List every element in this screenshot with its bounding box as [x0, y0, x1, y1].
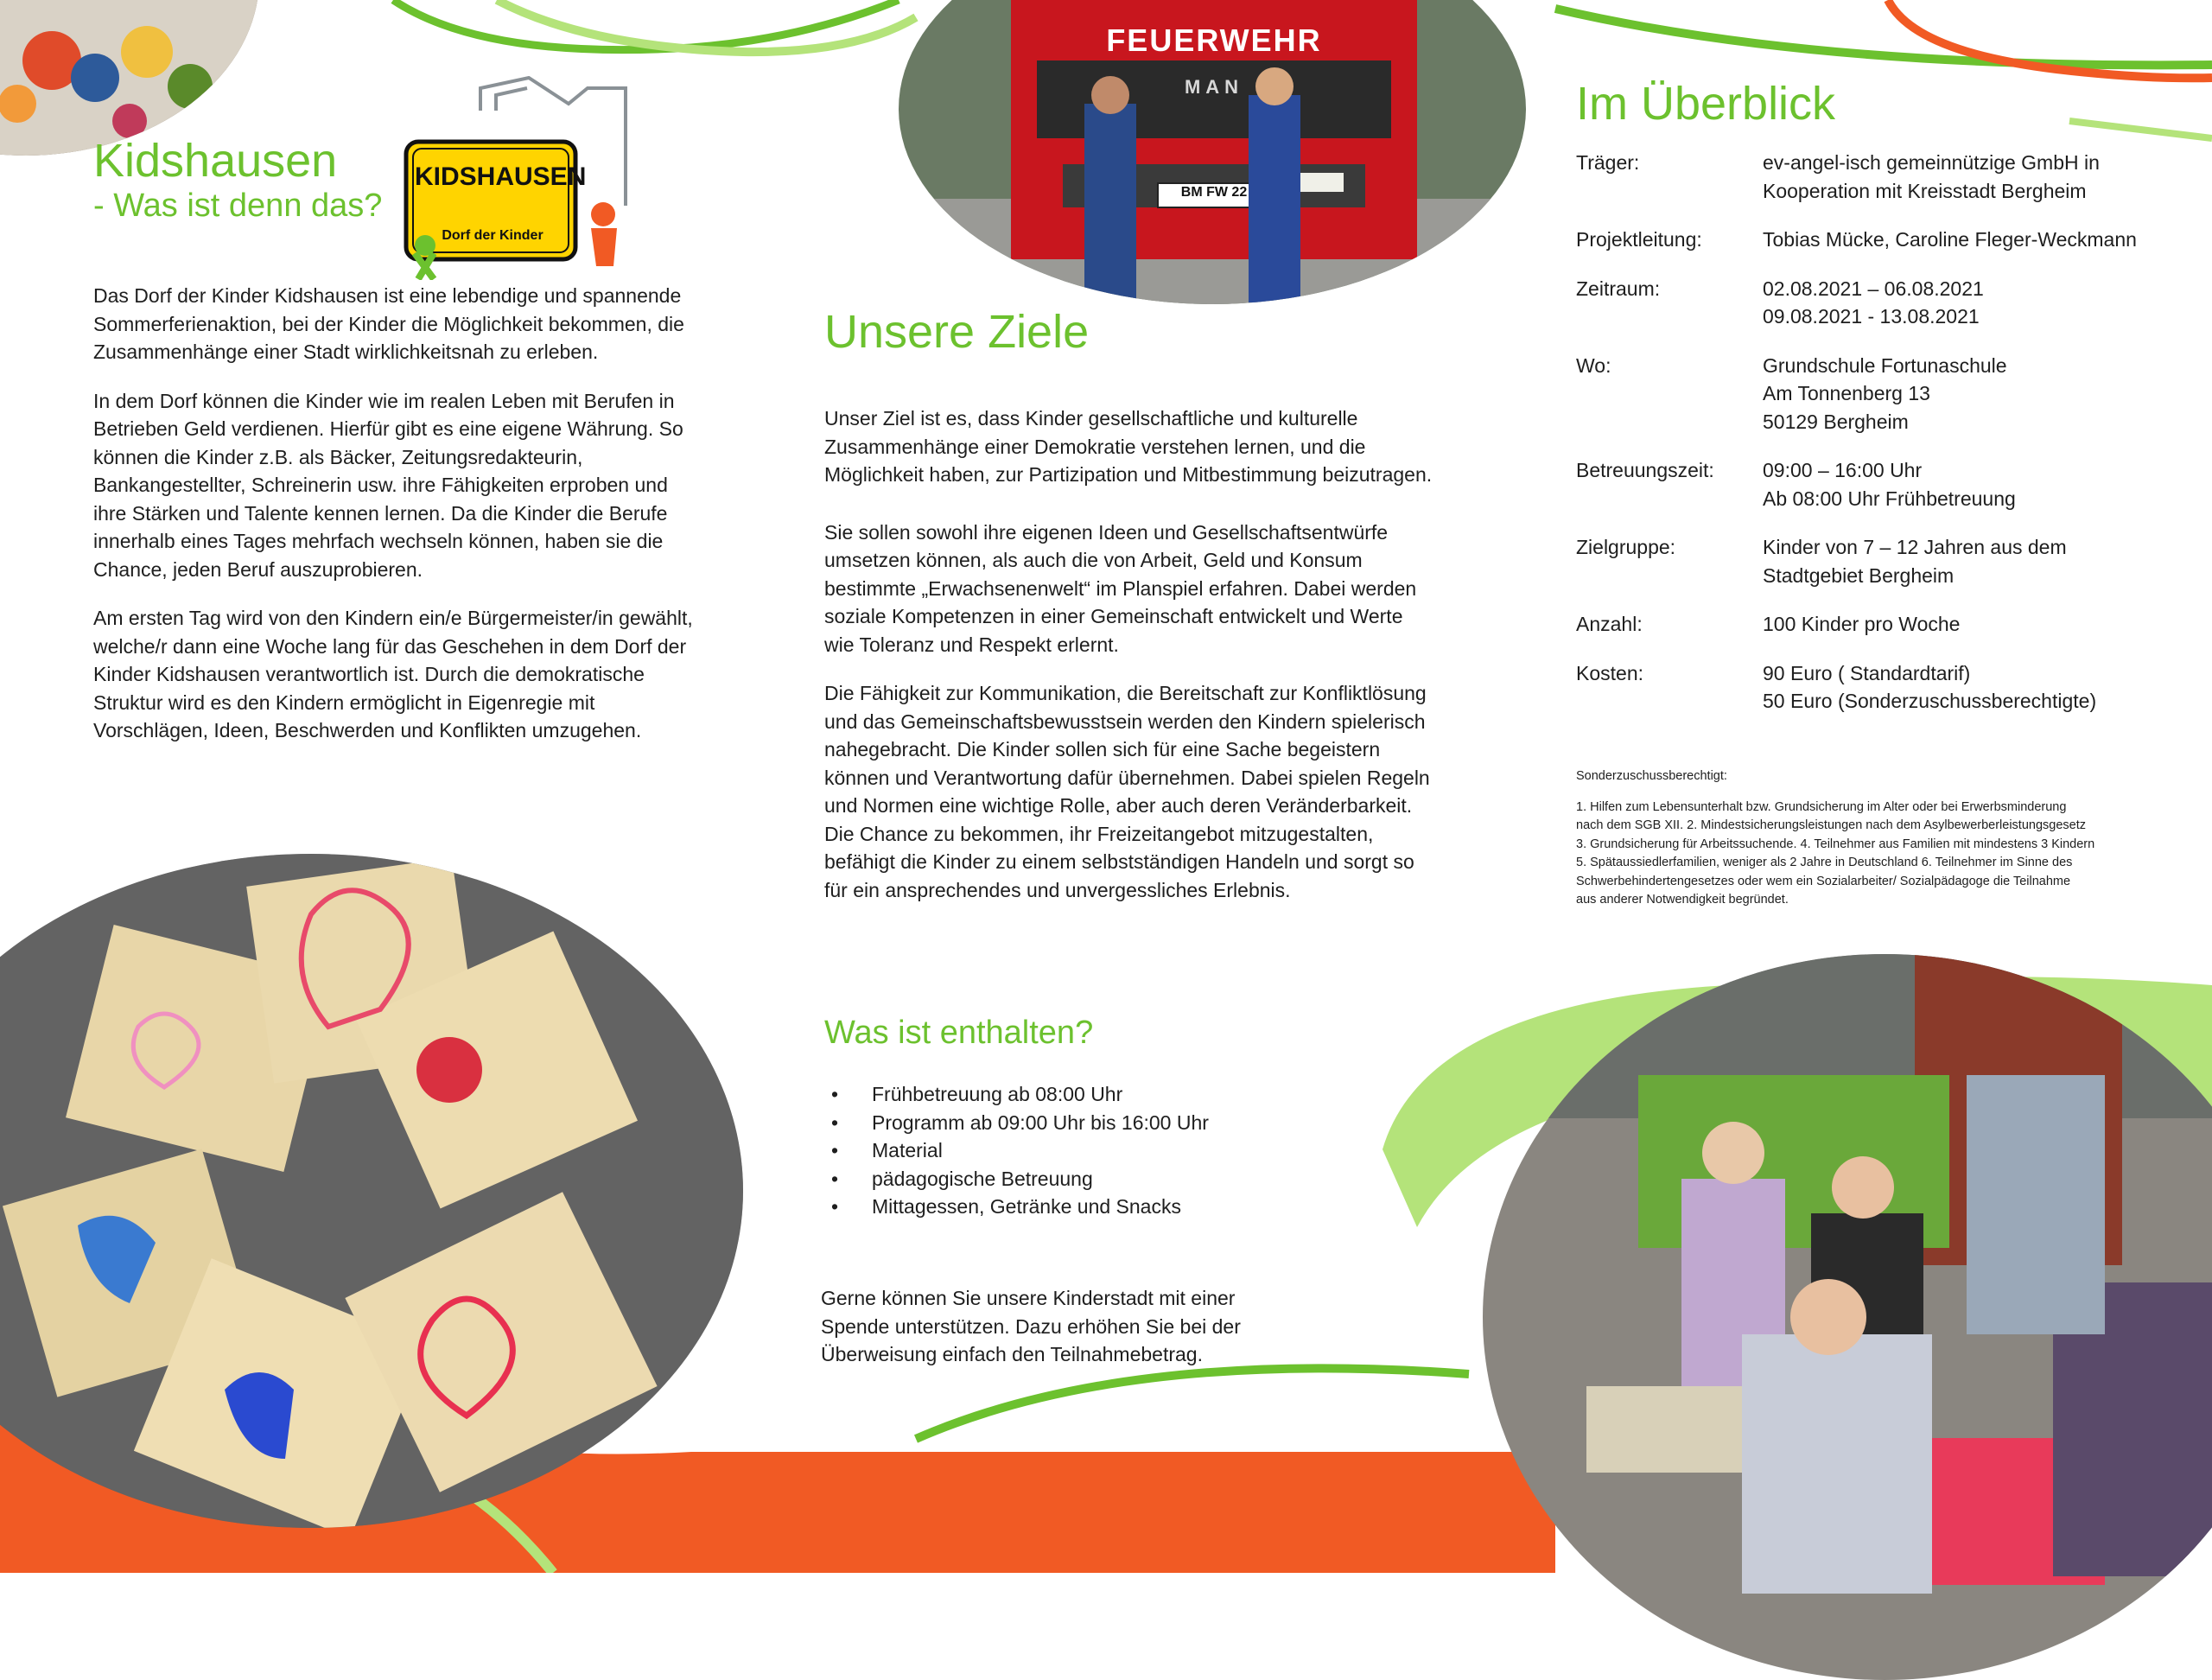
overview-row-traeger — [1576, 149, 2181, 205]
ziele-paragraph-2: Sie sollen sowohl ihre eigenen Ideen und Gesellschaftsentwürfe umsetzen können, als auch die von Arbeit, Geld und Konsum bestimmte „Erwachsenenwelt“ im Planspiel erfahren. Dabei werden soziale Kompetenzen in einer Gemeinschaft entwickelt und Werte wie Toleranz und Respekt erlernt. — [824, 520, 1417, 656]
row-value: Tobias Mücke, Caroline Fleger-Weckmann — [1763, 228, 2137, 251]
footnote — [1576, 767, 2181, 910]
overview-row-anzahl — [1576, 610, 2181, 639]
footnote-line: Schwerbehindertengesetzes oder wem ein Sozialarbeiter/ Sozialpädagoge die Teilnahme — [1576, 874, 2071, 888]
row-value: 02.08.2021 – 06.08.2021 09.08.2021 - 13.08.2021 — [1763, 277, 1984, 328]
kidshausen-logo — [399, 76, 641, 280]
row-label: Wo: — [1576, 353, 1611, 377]
row-value: 90 Euro ( Standardtarif) 50 Euro (Sonderzuschussberechtigte) — [1763, 661, 2097, 712]
row-value: ev-angel-isch gemeinnützige GmbH in Kooperation mit Kreisstadt Bergheim — [1763, 151, 2100, 202]
row-label: Anzahl: — [1576, 613, 1643, 635]
overview-title: Im Überblick — [1576, 78, 1836, 130]
footnote-line: aus anderer Notwendigkeit begründet. — [1576, 893, 1789, 907]
ziele-text — [824, 404, 1434, 904]
truck-sign: FEUERWEHR — [1106, 22, 1322, 58]
overview-row-wo — [1576, 352, 2181, 436]
list-item: • pädagogische Betreuung — [824, 1165, 1429, 1193]
ziele-paragraph-3: Die Fähigkeit zur Kommunikation, die Bereitschaft zur Konfliktlösung und das Gemeinschaftsbewusstsein werden den Kindern spielerisch nahegebracht. Die Kinder sollen sich für eine Sache begeistern können und Verantwortung dafür übernehmen. Dabei spielen Regeln und Normen eine wichtige Rolle, aber auch deren Veränderbarkeit. Die Chance zu bekommen, ihr Freizeitangebot mitzugestalten, befähigt die Kinder zu einem selbstständigen Handeln und sorgt so für ein ansprechendes und unvergessliches Erlebnis. — [824, 682, 1430, 901]
footnote-title: Sonderzuschussberechtigt: — [1576, 769, 1727, 783]
row-label: Betreuungszeit: — [1576, 459, 1714, 481]
list-item: • Material — [824, 1136, 1429, 1165]
truck-plate: BM FW 22 — [1180, 185, 1248, 200]
overview-row-kosten — [1576, 659, 2181, 716]
intro-subtitle: - Was ist denn das? — [93, 188, 383, 224]
row-label: Träger: — [1576, 151, 1640, 174]
row-label: Kosten: — [1576, 661, 1643, 684]
footnote-line: 3. Grundsicherung für Arbeitssuchende. 4. Teilnehmer aus Familien mit mindestens 3 Kindern — [1576, 837, 2095, 851]
overview-row-zielgruppe — [1576, 533, 2181, 589]
overview-row-betreuungszeit — [1576, 456, 2181, 512]
row-value: 09:00 – 16:00 Uhr Ab 08:00 Uhr Frühbetreuung — [1763, 459, 2016, 510]
overview-row-zeitraum — [1576, 275, 2181, 331]
overview-row-projektleitung — [1576, 226, 2181, 254]
overview-table — [1576, 149, 2181, 736]
row-value: 100 Kinder pro Woche — [1763, 613, 1961, 635]
list-item: • Mittagessen, Getränke und Snacks — [824, 1193, 1429, 1221]
sign-name: KIDSHAUSEN — [415, 162, 587, 191]
row-label: Zeitraum: — [1576, 277, 1661, 300]
footnote-line: 1. Hilfen zum Lebensunterhalt bzw. Grundsicherung im Alter oder bei Erwerbsminderung — [1576, 799, 2067, 814]
row-value: Kinder von 7 – 12 Jahren aus dem Stadtgebiet Bergheim — [1763, 536, 2067, 587]
ziele-title: Unsere Ziele — [824, 306, 1090, 358]
intro-paragraph-3: Am ersten Tag wird von den Kindern ein/e Bürgermeister/in gewählt, welche/r dann eine Woche lang für das Geschehen in dem Dorf der Kinder Kidshausen verantwortlich ist. Durch die demokratische Struktur wird es den Kindern ermöglicht in Eigenregie mit Vorschlägen, Ideen, Beschwerden und Konflikten umzugehen. — [93, 607, 693, 741]
enthalten-list — [824, 1080, 1429, 1221]
row-value: Grundschule Fortunaschule Am Tonnenberg 13 50129 Bergheim — [1763, 353, 2007, 433]
row-label: Zielgruppe: — [1576, 536, 1676, 558]
list-item: • Programm ab 09:00 Uhr bis 16:00 Uhr — [824, 1109, 1429, 1137]
sign-tagline: Dorf der Kinder — [442, 228, 543, 243]
intro-heading — [93, 135, 382, 225]
intro-title: Kidshausen — [93, 135, 338, 187]
donation-text: Gerne können Sie unsere Kinderstadt mit einer Spende unterstützen. Dazu erhöhen Sie bei der Überweisung einfach den Teilnahmebetrag. — [821, 1287, 1241, 1365]
intro-paragraph-1: Das Dorf der Kinder Kidshausen ist eine lebendige und spannende Sommerferienaktion, bei der Kinder die Möglichkeit bekommen, die Zusammenhänge einer Stadt wirklichkeitsnah zu erleben. — [93, 284, 684, 363]
footnote-line: 5. Spätaussiedlerfamilien, weniger als 2 Jahre in Deutschland 6. Teilnehmer im Sinne des — [1576, 856, 2073, 869]
intro-paragraph-2: In dem Dorf können die Kinder wie im realen Leben mit Berufen in Betrieben Geld verdienen. Hierfür gibt es eine eigene Währung. So können die Kinder z.B. als Bäcker, Zeitungsredakteurin, Bankangestellter, Schreinerin usw. ihre Fähigkeiten erproben und ihre Stärken und Talente kennen lernen. Da die Kinder die Berufe innerhalb eines Tages mehrfach wechseln können, haben sie die Chance, jeden Beruf auszuprobieren. — [93, 389, 683, 581]
ziele-paragraph-1: Unser Ziel ist es, dass Kinder gesellschaftliche und kulturelle Zusammenhänge einer Demokratie verstehen lernen, und die Möglichkeit haben, zur Partizipation und Mitbestimmung beizutragen. — [824, 407, 1433, 486]
truck-brand: MAN — [1184, 76, 1244, 98]
intro-text — [93, 282, 703, 745]
footnote-line: nach dem SGB XII. 2. Mindestsicherungsleistungen nach dem Asylbewerberleistungsgesetz — [1576, 818, 2086, 832]
list-item: • Frühbetreuung ab 08:00 Uhr — [824, 1080, 1429, 1109]
row-label: Projektleitung: — [1576, 228, 1702, 251]
enthalten-title: Was ist enthalten? — [824, 1015, 1094, 1051]
